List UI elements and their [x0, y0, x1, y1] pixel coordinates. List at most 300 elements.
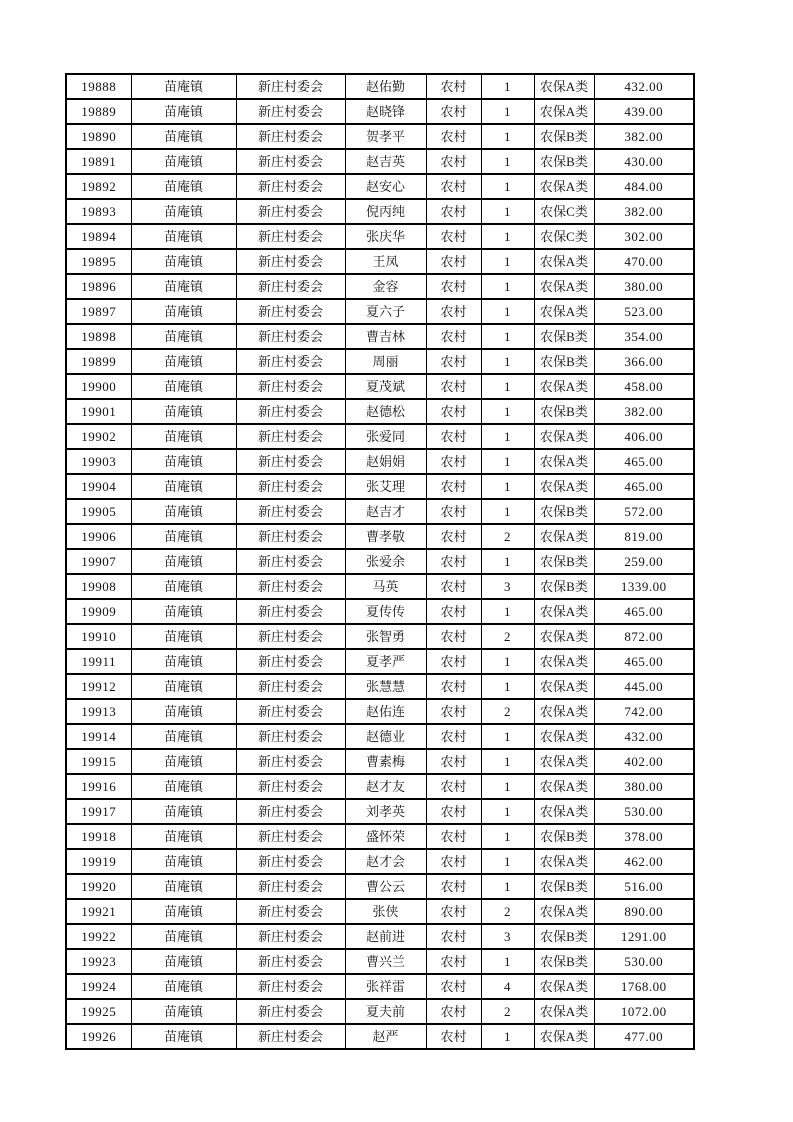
- table-cell: 苗庵镇: [131, 1024, 236, 1049]
- table-row: [66, 824, 694, 849]
- table-row: [66, 799, 694, 824]
- table-cell: 1: [481, 174, 534, 199]
- table-cell: 曹兴兰: [345, 949, 426, 974]
- table-cell: 19890: [66, 124, 131, 149]
- table-cell: 890.00: [594, 899, 694, 924]
- table-cell: 新庄村委会: [236, 349, 345, 374]
- table-cell: 苗庵镇: [131, 249, 236, 274]
- table-row: [66, 599, 694, 624]
- table-cell: 1: [481, 99, 534, 124]
- table-cell: 19924: [66, 974, 131, 999]
- table-cell: 张爱同: [345, 424, 426, 449]
- table-cell: 378.00: [594, 824, 694, 849]
- table-cell: 苗庵镇: [131, 974, 236, 999]
- table-cell: 张祥雷: [345, 974, 426, 999]
- table-row: [66, 549, 694, 574]
- table-row: [66, 149, 694, 174]
- table-cell: 1: [481, 774, 534, 799]
- table-cell: 苗庵镇: [131, 574, 236, 599]
- table-cell: 新庄村委会: [236, 1024, 345, 1049]
- table-cell: 1768.00: [594, 974, 694, 999]
- table-cell: 夏孝严: [345, 649, 426, 674]
- table-cell: 1339.00: [594, 574, 694, 599]
- table-cell: 苗庵镇: [131, 374, 236, 399]
- table-cell: 新庄村委会: [236, 749, 345, 774]
- table-cell: 3: [481, 924, 534, 949]
- table-cell: 农村: [426, 949, 481, 974]
- table-cell: 19901: [66, 399, 131, 424]
- table-cell: 贺孝平: [345, 124, 426, 149]
- table-cell: 曹素梅: [345, 749, 426, 774]
- table-cell: 赵佑连: [345, 699, 426, 724]
- table-cell: 2: [481, 999, 534, 1024]
- table-cell: 苗庵镇: [131, 874, 236, 899]
- table-cell: 新庄村委会: [236, 649, 345, 674]
- table-cell: 苗庵镇: [131, 324, 236, 349]
- table-cell: 19913: [66, 699, 131, 724]
- table-cell: 新庄村委会: [236, 274, 345, 299]
- table-row: [66, 724, 694, 749]
- table-cell: 农村: [426, 349, 481, 374]
- table-cell: 农村: [426, 474, 481, 499]
- table-cell: 新庄村委会: [236, 174, 345, 199]
- table-cell: 新庄村委会: [236, 949, 345, 974]
- table-cell: 4: [481, 974, 534, 999]
- table-cell: 苗庵镇: [131, 899, 236, 924]
- table-cell: 农保A类: [534, 524, 594, 549]
- table-row: [66, 374, 694, 399]
- table-cell: 2: [481, 524, 534, 549]
- table-cell: 新庄村委会: [236, 699, 345, 724]
- table-cell: 1: [481, 649, 534, 674]
- table-cell: 赵佑勤: [345, 74, 426, 99]
- table-cell: 农保A类: [534, 99, 594, 124]
- table-row: [66, 224, 694, 249]
- table-cell: 1: [481, 849, 534, 874]
- table-cell: 金容: [345, 274, 426, 299]
- table-cell: 农保B类: [534, 924, 594, 949]
- table-row: [66, 399, 694, 424]
- table-row: [66, 974, 694, 999]
- table-cell: 农保B类: [534, 349, 594, 374]
- table-cell: 819.00: [594, 524, 694, 549]
- table-cell: 农村: [426, 549, 481, 574]
- table-row: [66, 524, 694, 549]
- table-cell: 19903: [66, 449, 131, 474]
- table-cell: 19892: [66, 174, 131, 199]
- table-cell: 1: [481, 324, 534, 349]
- table-cell: 农村: [426, 324, 481, 349]
- table-cell: 曹吉林: [345, 324, 426, 349]
- table-row: [66, 849, 694, 874]
- table-cell: 夏六子: [345, 299, 426, 324]
- table-cell: 新庄村委会: [236, 149, 345, 174]
- table-cell: 新庄村委会: [236, 824, 345, 849]
- table-cell: 465.00: [594, 474, 694, 499]
- table-cell: 19926: [66, 1024, 131, 1049]
- table-cell: 农村: [426, 624, 481, 649]
- table-cell: 402.00: [594, 749, 694, 774]
- table-cell: 新庄村委会: [236, 549, 345, 574]
- table-cell: 530.00: [594, 949, 694, 974]
- table-cell: 新庄村委会: [236, 374, 345, 399]
- table-cell: 赵吉英: [345, 149, 426, 174]
- table-cell: 农保B类: [534, 874, 594, 899]
- table-row: [66, 274, 694, 299]
- table-cell: 农保A类: [534, 374, 594, 399]
- table-cell: 465.00: [594, 649, 694, 674]
- table-cell: 1: [481, 599, 534, 624]
- table-cell: 530.00: [594, 799, 694, 824]
- table-cell: 苗庵镇: [131, 699, 236, 724]
- table-cell: 新庄村委会: [236, 724, 345, 749]
- table-cell: 苗庵镇: [131, 649, 236, 674]
- table-cell: 农村: [426, 424, 481, 449]
- table-cell: 19888: [66, 74, 131, 99]
- table-cell: 19915: [66, 749, 131, 774]
- table-cell: 19923: [66, 949, 131, 974]
- table-cell: 农村: [426, 374, 481, 399]
- table-cell: 农保A类: [534, 799, 594, 824]
- table-cell: 19908: [66, 574, 131, 599]
- table-row: [66, 474, 694, 499]
- table-cell: 农村: [426, 924, 481, 949]
- table-cell: 苗庵镇: [131, 749, 236, 774]
- table-row: [66, 699, 694, 724]
- table-cell: 523.00: [594, 299, 694, 324]
- table-cell: 382.00: [594, 199, 694, 224]
- table-cell: 农村: [426, 599, 481, 624]
- table-cell: 农村: [426, 399, 481, 424]
- table-cell: 农保A类: [534, 449, 594, 474]
- table-cell: 1: [481, 249, 534, 274]
- table-cell: 苗庵镇: [131, 124, 236, 149]
- table-cell: 农保B类: [534, 324, 594, 349]
- table-cell: 农保C类: [534, 199, 594, 224]
- table-cell: 1: [481, 674, 534, 699]
- table-cell: 农村: [426, 524, 481, 549]
- table-cell: 苗庵镇: [131, 949, 236, 974]
- table-cell: 484.00: [594, 174, 694, 199]
- table-cell: 19918: [66, 824, 131, 849]
- table-cell: 3: [481, 574, 534, 599]
- table-cell: 432.00: [594, 724, 694, 749]
- table-cell: 新庄村委会: [236, 74, 345, 99]
- table-cell: 382.00: [594, 124, 694, 149]
- table-row: [66, 199, 694, 224]
- table-cell: 19922: [66, 924, 131, 949]
- table-cell: 1: [481, 374, 534, 399]
- table-cell: 新庄村委会: [236, 224, 345, 249]
- table-cell: 新庄村委会: [236, 624, 345, 649]
- table-cell: 19911: [66, 649, 131, 674]
- table-row: [66, 174, 694, 199]
- table-cell: 1: [481, 499, 534, 524]
- table-cell: 新庄村委会: [236, 424, 345, 449]
- table-cell: 苗庵镇: [131, 799, 236, 824]
- table-cell: 农村: [426, 674, 481, 699]
- table-cell: 张艾理: [345, 474, 426, 499]
- table-cell: 新庄村委会: [236, 99, 345, 124]
- table-cell: 1: [481, 274, 534, 299]
- table-cell: 农村: [426, 699, 481, 724]
- table-cell: 农保B类: [534, 574, 594, 599]
- table-cell: 1: [481, 349, 534, 374]
- table-cell: 农保A类: [534, 699, 594, 724]
- table-cell: 462.00: [594, 849, 694, 874]
- table-cell: 19893: [66, 199, 131, 224]
- table-row: [66, 324, 694, 349]
- table-cell: 302.00: [594, 224, 694, 249]
- table-row: [66, 449, 694, 474]
- pension-table-body: [66, 74, 694, 1049]
- table-cell: 农保B类: [534, 149, 594, 174]
- table-cell: 1: [481, 199, 534, 224]
- table-cell: 苗庵镇: [131, 624, 236, 649]
- table-cell: 农保A类: [534, 749, 594, 774]
- table-cell: 742.00: [594, 699, 694, 724]
- table-row: [66, 349, 694, 374]
- table-row: [66, 1024, 694, 1049]
- table-cell: 477.00: [594, 1024, 694, 1049]
- table-row: [66, 949, 694, 974]
- table-cell: 农村: [426, 649, 481, 674]
- table-cell: 赵德业: [345, 724, 426, 749]
- table-cell: 366.00: [594, 349, 694, 374]
- table-cell: 农保A类: [534, 599, 594, 624]
- table-cell: 1: [481, 424, 534, 449]
- table-row: [66, 124, 694, 149]
- table-cell: 苗庵镇: [131, 199, 236, 224]
- pension-roster-table: [65, 73, 695, 1050]
- table-cell: 新庄村委会: [236, 574, 345, 599]
- table-cell: 张庆华: [345, 224, 426, 249]
- table-cell: 苗庵镇: [131, 474, 236, 499]
- table-cell: 19909: [66, 599, 131, 624]
- table-cell: 19897: [66, 299, 131, 324]
- table-cell: 19889: [66, 99, 131, 124]
- table-cell: 赵前进: [345, 924, 426, 949]
- table-cell: 农保B类: [534, 949, 594, 974]
- table-cell: 新庄村委会: [236, 399, 345, 424]
- table-cell: 380.00: [594, 774, 694, 799]
- table-cell: 406.00: [594, 424, 694, 449]
- table-cell: 1072.00: [594, 999, 694, 1024]
- table-cell: 赵严: [345, 1024, 426, 1049]
- table-cell: 19905: [66, 499, 131, 524]
- table-cell: 19894: [66, 224, 131, 249]
- table-cell: 赵安心: [345, 174, 426, 199]
- table-cell: 苗庵镇: [131, 299, 236, 324]
- table-cell: 2: [481, 899, 534, 924]
- table-cell: 19906: [66, 524, 131, 549]
- table-cell: 572.00: [594, 499, 694, 524]
- table-cell: 259.00: [594, 549, 694, 574]
- table-cell: 19904: [66, 474, 131, 499]
- table-cell: 农保B类: [534, 399, 594, 424]
- table-cell: 新庄村委会: [236, 849, 345, 874]
- table-cell: 439.00: [594, 99, 694, 124]
- table-cell: 农保A类: [534, 649, 594, 674]
- table-cell: 1: [481, 724, 534, 749]
- table-cell: 赵德松: [345, 399, 426, 424]
- table-cell: 苗庵镇: [131, 924, 236, 949]
- table-cell: 夏茂斌: [345, 374, 426, 399]
- table-cell: 新庄村委会: [236, 524, 345, 549]
- table-cell: 农村: [426, 724, 481, 749]
- table-cell: 农村: [426, 449, 481, 474]
- table-cell: 张慧慧: [345, 674, 426, 699]
- table-cell: 1: [481, 549, 534, 574]
- table-row: [66, 649, 694, 674]
- table-cell: 19896: [66, 274, 131, 299]
- table-cell: 农保A类: [534, 1024, 594, 1049]
- table-cell: 农村: [426, 74, 481, 99]
- table-cell: 苗庵镇: [131, 599, 236, 624]
- table-cell: 夏传传: [345, 599, 426, 624]
- table-cell: 470.00: [594, 249, 694, 274]
- table-cell: 农保B类: [534, 124, 594, 149]
- table-cell: 苗庵镇: [131, 449, 236, 474]
- table-cell: 苗庵镇: [131, 274, 236, 299]
- table-cell: 465.00: [594, 449, 694, 474]
- table-cell: 新庄村委会: [236, 899, 345, 924]
- table-cell: 19912: [66, 674, 131, 699]
- table-cell: 1: [481, 224, 534, 249]
- table-cell: 农保A类: [534, 974, 594, 999]
- table-cell: 农村: [426, 749, 481, 774]
- table-cell: 19917: [66, 799, 131, 824]
- table-cell: 382.00: [594, 399, 694, 424]
- table-cell: 1: [481, 74, 534, 99]
- table-cell: 农村: [426, 224, 481, 249]
- table-cell: 张侠: [345, 899, 426, 924]
- table-cell: 农村: [426, 199, 481, 224]
- table-cell: 新庄村委会: [236, 599, 345, 624]
- table-cell: 1: [481, 399, 534, 424]
- table-cell: 1: [481, 299, 534, 324]
- table-cell: 农村: [426, 299, 481, 324]
- table-cell: 新庄村委会: [236, 974, 345, 999]
- table-cell: 农保A类: [534, 274, 594, 299]
- table-cell: 农保A类: [534, 999, 594, 1024]
- table-cell: 苗庵镇: [131, 224, 236, 249]
- table-cell: 农村: [426, 574, 481, 599]
- table-cell: 农保A类: [534, 249, 594, 274]
- table-cell: 新庄村委会: [236, 799, 345, 824]
- table-cell: 19891: [66, 149, 131, 174]
- table-cell: 445.00: [594, 674, 694, 699]
- table-cell: 新庄村委会: [236, 324, 345, 349]
- table-cell: 苗庵镇: [131, 999, 236, 1024]
- table-cell: 农村: [426, 274, 481, 299]
- table-cell: 19921: [66, 899, 131, 924]
- table-cell: 1: [481, 799, 534, 824]
- table-cell: 新庄村委会: [236, 874, 345, 899]
- table-cell: 夏夫前: [345, 999, 426, 1024]
- table-row: [66, 249, 694, 274]
- table-cell: 1: [481, 949, 534, 974]
- table-cell: 苗庵镇: [131, 99, 236, 124]
- table-cell: 1: [481, 449, 534, 474]
- table-cell: 农村: [426, 174, 481, 199]
- table-cell: 农保B类: [534, 824, 594, 849]
- table-row: [66, 899, 694, 924]
- table-cell: 农保B类: [534, 499, 594, 524]
- table-cell: 农保A类: [534, 424, 594, 449]
- table-cell: 1291.00: [594, 924, 694, 949]
- table-cell: 新庄村委会: [236, 299, 345, 324]
- table-cell: 农村: [426, 499, 481, 524]
- table-cell: 872.00: [594, 624, 694, 649]
- table-cell: 19919: [66, 849, 131, 874]
- table-row: [66, 99, 694, 124]
- table-cell: 19920: [66, 874, 131, 899]
- table-cell: 周丽: [345, 349, 426, 374]
- table-cell: 新庄村委会: [236, 499, 345, 524]
- table-row: [66, 774, 694, 799]
- table-cell: 农村: [426, 249, 481, 274]
- table-cell: 张爱余: [345, 549, 426, 574]
- table-cell: 19916: [66, 774, 131, 799]
- table-cell: 2: [481, 699, 534, 724]
- table-cell: 1: [481, 1024, 534, 1049]
- table-cell: 农村: [426, 824, 481, 849]
- table-cell: 19895: [66, 249, 131, 274]
- table-cell: 19910: [66, 624, 131, 649]
- table-cell: 465.00: [594, 599, 694, 624]
- table-cell: 1: [481, 749, 534, 774]
- table-cell: 19925: [66, 999, 131, 1024]
- table-cell: 苗庵镇: [131, 824, 236, 849]
- table-cell: 农保A类: [534, 849, 594, 874]
- table-cell: 马英: [345, 574, 426, 599]
- table-cell: 曹公云: [345, 874, 426, 899]
- table-cell: 1: [481, 149, 534, 174]
- table-cell: 苗庵镇: [131, 174, 236, 199]
- table-cell: 农保A类: [534, 724, 594, 749]
- table-cell: 赵才友: [345, 774, 426, 799]
- table-cell: 农村: [426, 124, 481, 149]
- table-cell: 新庄村委会: [236, 474, 345, 499]
- table-cell: 新庄村委会: [236, 774, 345, 799]
- table-cell: 农保A类: [534, 474, 594, 499]
- table-cell: 农村: [426, 774, 481, 799]
- table-cell: 农村: [426, 99, 481, 124]
- table-cell: 赵吉才: [345, 499, 426, 524]
- table-row: [66, 424, 694, 449]
- table-row: [66, 749, 694, 774]
- table-row: [66, 674, 694, 699]
- table-cell: 王凤: [345, 249, 426, 274]
- table-row: [66, 74, 694, 99]
- table-cell: 赵晓锋: [345, 99, 426, 124]
- table-cell: 农保A类: [534, 174, 594, 199]
- table-cell: 倪丙纯: [345, 199, 426, 224]
- table-cell: 苗庵镇: [131, 549, 236, 574]
- table-cell: 430.00: [594, 149, 694, 174]
- table-cell: 刘孝英: [345, 799, 426, 824]
- table-cell: 农村: [426, 799, 481, 824]
- table-cell: 农保A类: [534, 674, 594, 699]
- table-cell: 新庄村委会: [236, 199, 345, 224]
- table-cell: 农保A类: [534, 774, 594, 799]
- table-cell: 432.00: [594, 74, 694, 99]
- table-cell: 农保A类: [534, 624, 594, 649]
- table-cell: 农村: [426, 874, 481, 899]
- table-cell: 新庄村委会: [236, 999, 345, 1024]
- table-cell: 农村: [426, 849, 481, 874]
